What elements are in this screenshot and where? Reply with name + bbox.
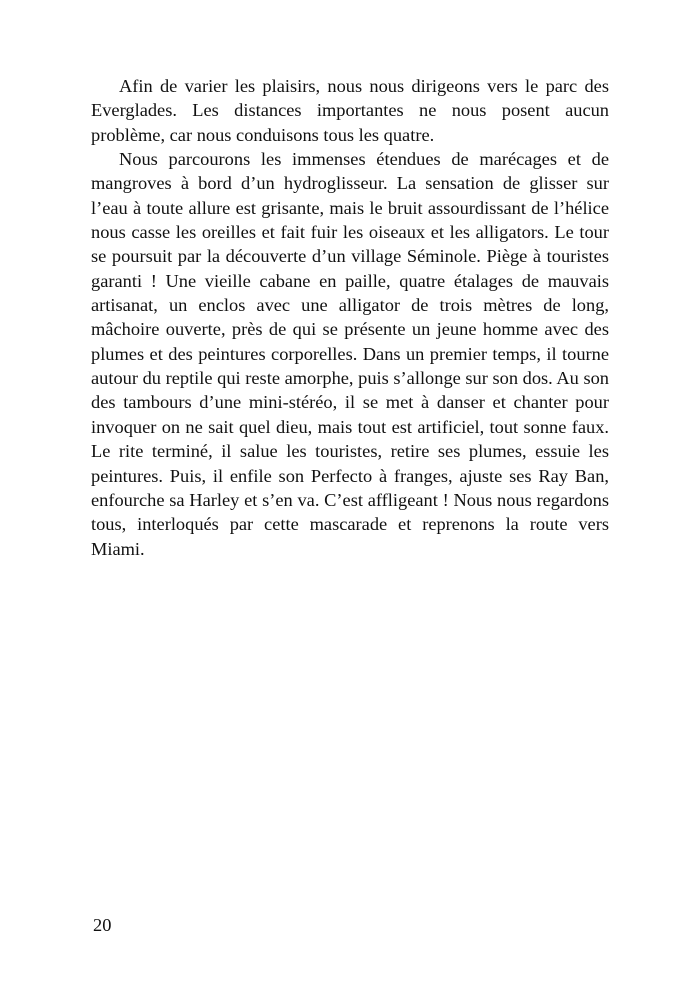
- paragraph-1: Afin de varier les plaisirs, nous nous dirigeons vers le parc des Everglades. Les distances importantes ne nous posent aucun problème, car nous conduisons tous les quatre.: [91, 76, 609, 145]
- paragraph-2: Nous parcourons les immenses étendues de marécages et de mangroves à bord d’un hydroglisseur. La sensation de glisser sur l’eau à toute allure est grisante, mais le bruit assourdissant de l’hélice nous casse les oreilles et fait fuir les oiseaux et les alligators. Le tour se poursuit par la découverte d’un village Séminole. Piège à touristes garanti ! Une vieille cabane en paille, quatre étalages de mauvais artisanat, un enclos avec une alligator de trois mètres de long, mâchoire ouverte, près de qui se présente un jeune homme avec des plumes et des peintures corporelles. Dans un premier temps, il tourne autour du reptile qui reste amorphe, puis s’allonge sur son dos. Au son des tambours d’une mini-stéréo, il se met à danser et chanter pour invoquer on ne sait quel dieu, mais tout est artificiel, tout sonne faux. Le rite terminé, il salue les touristes, retire ses plumes, essuie les peintures. Puis, il enfile son Perfecto à franges, ajuste ses Ray Ban, enfourche sa Harley et s’en va. C’est affligeant ! Nous nous regardons tous, interloqués par cette mascarade et reprenons la route vers Miami.: [91, 149, 609, 559]
- page-number: 20: [93, 915, 112, 935]
- body-text: [91, 74, 609, 561]
